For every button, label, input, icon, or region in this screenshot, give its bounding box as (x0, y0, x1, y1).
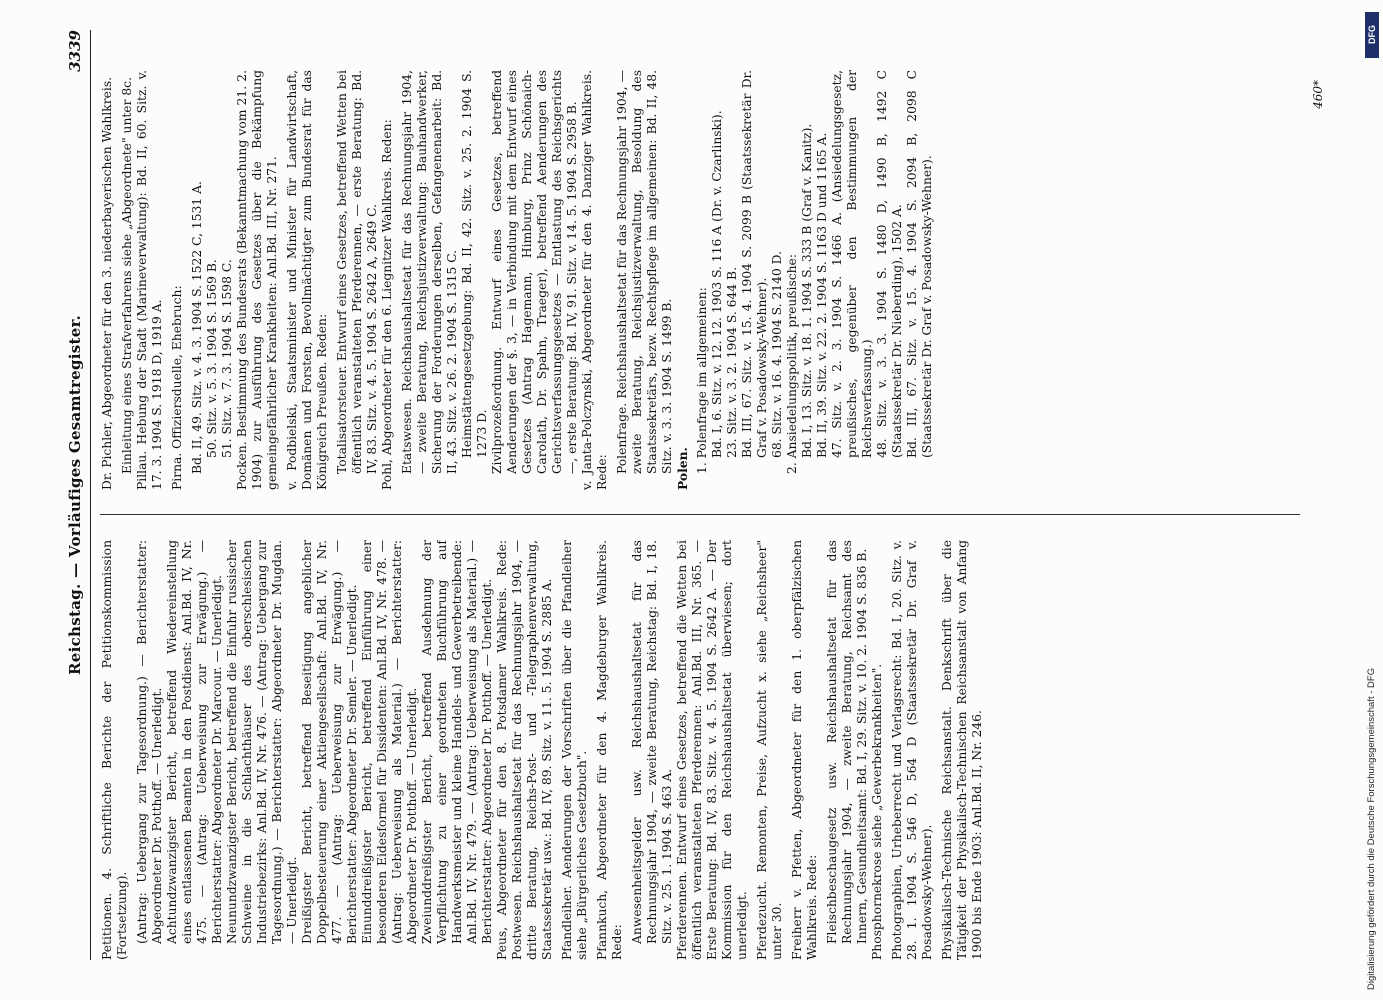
entry-physikalisch: Physikalisch-Technische Reichsanstalt. Denkschrift über die Tätigkeit der Physikalisch-Technischen Reichsanstalt von Anfang 1900 bis Ende 1903: Anl.Bd. II, Nr. 246. (940, 540, 984, 960)
entry-line: 51. Sitz. v. 7. 3. 1904 S. 1598 C. (220, 259, 234, 458)
dfg-logo: DFG (1365, 12, 1379, 58)
page-number: 3339 (66, 30, 84, 72)
entry-line: Dreißigster Bericht, betreffend Beseitigung angeblicher Doppelbesteuerung einer Aktiengesellschaft: Anl.Bd. IV, Nr. 477. — (Antrag: Ueberweisung zur Erwägung.) — Berichterstatter: Abgeordneter Dr. Semler. — Unerledigt. (300, 540, 359, 944)
entry-pichler: Dr. Pichler, Abgeordneter für den 3. niederbayerischen Wahlkreis. (100, 76, 114, 490)
digitization-credit-sidebar (1362, 0, 1382, 1000)
entry-line: 23. Sitz. v. 3. 2. 1904 S. 644 B. (725, 267, 739, 458)
entry-line: 47. Sitz. v. 2. 3. 1904 S. 1466 A. (Ansiedelungsgesetz, preußisches, gegenüber den Bestimmungen der Reichsverfassung.) (830, 70, 874, 458)
entry-pfannkuch: Pfannkuch, Abgeordneter für den 4. Magdeburger Wahlkreis. Rede: (595, 540, 624, 960)
digitization-credit: Digitalisierung gefördert durch die Deutsche Forschungsgemeinschaft - DFG (1366, 667, 1377, 990)
entry-line: Achtundzwanzigster Bericht, betreffend Wiedereinstellung eines entlassenen Beamten in den Postdienst: Anl.Bd. IV, Nr. 475. — (Antrag: Ueberweisung zur Erwägung.) — Berichterstatter: Abgeordneter Dr. Marcour. — Unerledigt. (165, 540, 224, 944)
sheet-signature: 460* (1311, 80, 1325, 109)
entry-line: Anwesenheitsgelder usw. Reichshaushaltsetat für das Rechnungsjahr 1904, — zweite Beratung, Reichstag: Bd. I, 18. Sitz. v. 25. 1. 1904 S. 463 A. (630, 540, 674, 944)
entry-petitionen: Petitionen. 4. Schriftliche Berichte der Petitionskommission (Fortsetzung). (100, 540, 129, 960)
entry-line: Neunundzwanzigster Bericht, betreffend die Einfuhr russischer Schweine in die Schlachthäuser des oberschlesischen Industriebezirks: Anl.Bd. IV, Nr. 476. — (Antrag: Uebergang zur Tagesordnung.) — Berichterstatter: Abgeordneter Dr. Mugdan. — Unerledigt. (225, 540, 299, 944)
entry-line: Bd. I, 13. Sitz. v. 18. 1. 1904 S. 333 B (Graf v. Kanitz). (800, 123, 814, 458)
entry-pohl: Pohl, Abgeordneter für den 6. Liegnitzer Wahlkreis. Reden: (380, 119, 394, 490)
entry-line: Zweiunddreißigster Bericht, betreffend Ausdehnung der Verpflichtung zu einer geordneten Buchführung auf Handwerksmeister und kleine Handels- und Gewerbetreibende: Anl.Bd. IV, Nr. 479. — (Antrag: Ueberweisung als Material.) — Berichterstatter: Abgeordneter Dr. Potthoff. — Unerledigt. (420, 540, 494, 944)
entry-line: Bd. III, 67. Sitz. v. 15. 4. 1904 S. 2099 B (Staatssekretär Dr. Graf v. Posadowsky-Wehner). (740, 70, 769, 458)
entry-pirna: Pirna. Offiziersduelle, Ehebruch: (170, 285, 184, 490)
entry-pocken: Pocken. Bestimmung des Bundesrats (Bekanntmachung vom 21. 2. 1904) zur Ausführung des Gesetzes über die Bekämpfung gemeingefährlicher Krankheiten: Anl.Bd. III, Nr. 271. (235, 70, 279, 490)
entry-line: 48. Sitz. v. 3. 3. 1904 S. 1480 D, 1490 B, 1492 C (Staatssekretär Dr. Nieberding), 1502 A. (875, 70, 904, 458)
entry-podbielski: v. Podbielski, Staatsminister und Minister für Landwirtschaft, Domänen und Forsten, Bevollmächtigter zum Bundesrat für das Königreich Preußen. Reden: (285, 70, 329, 490)
entry-pillau: Pillau. Hebung der Stadt (Marineverwaltung): Bd. II, 60. Sitz. v. 17. 3. 1904 S. 1918 D, 1919 A. (135, 70, 164, 490)
page-header (64, 30, 91, 960)
entry-line: Totalisatorsteuer. Entwurf eines Gesetzes, betreffend Wetten bei öffentlich veranstalteten Pferderennen, — erste Beratung: Bd. IV, 83. Sitz. v. 4. 5. 1904 S. 2642 A, 2649 C. (335, 70, 379, 474)
entry-peus: Peus, Abgeordneter für den 8. Potsdamer Wahlkreis. Rede: Postwesen. Reichshaushaltsetat für das Rechnungsjahr 1904, — dritte Beratung, Reichs-Post- und -Telegraphenverwaltung, Staatssekretär usw.: Bd. IV, 89. Sitz. v. 11. 5. 1904 S. 2885 A. (495, 540, 554, 960)
entry-line: Bd. II, 49. Sitz. v. 4. 3. 1904 S. 1522 C, 1531 A. (190, 181, 204, 474)
entry-line: Etatswesen. Reichshaushaltsetat für das Rechnungsjahr 1904, — zweite Beratung, Reichsjustizverwaltung: Bauhandwerker, Sicherung der Forderungen derselben, Gefangenenarbeit: Bd. II, 43. Sitz. v. 26. 2. 1904 S. 1315 C. (400, 70, 459, 474)
entry-photographien: Photographien, Urheberrecht und Verlagsrecht: Bd. I, 20. Sitz. v. 28. 1. 1904 S. 546 D, 564 D (Staatssekretär Dr. Graf v. Posadowsky-Wehner). (890, 540, 934, 960)
entry-line: (Antrag: Uebergang zur Tagesordnung.) — Berichterstatter: Abgeordneter Dr. Potthoff. — Unerledigt. (135, 540, 164, 944)
entry-polen: Polen. (675, 447, 690, 490)
entry-line: Einleitung eines Strafverfahrens siehe „Abgeordnete" unter 8c. (120, 77, 134, 474)
entry-line: Zivilprozeßordnung. Entwurf eines Gesetzes, betreffend Aenderungen der §. 3, — in Verbindung mit dem Entwurf eines Gesetzes (Antrag Hagemann, Himburg, Prinz Schönaich-Carolath, Dr. Spahn, Traeger), betreffend Aenderungen des Gerichtsverfassungsgesetzes — Entlastung des Reichsgerichts —, erste Beratung: Bd. IV, 91. Sitz. v. 14. 5. 1904 S. 2958 B. (490, 70, 579, 474)
entry-line: 2. Ansiedelungspolitik, preußische: (785, 254, 799, 474)
entry-line: Heimstättengesetzgebung: Bd. II, 42. Sitz. v. 25. 2. 1904 S. 1273 D. (460, 70, 489, 458)
right-column (100, 70, 1340, 490)
column-divider (100, 514, 1300, 515)
entry-pferdezucht: Pferdezucht. Remonten, Preise, Aufzucht x. siehe „Reichsheer" unter 30. (755, 540, 784, 960)
entry-phosphornekrose: Phosphornekrose siehe „Gewerbekrankheiten". (870, 663, 884, 960)
entry-line: Polenfrage. Reichshaushaltsetat für das Rechnungsjahr 1904, — zweite Beratung, Reichsjustizverwaltung, Besoldung des Staatssekretärs, bezw. Rechtspflege im allgemeinen: Bd. II, 48. Sitz. v. 3. 3. 1904 S. 1499 B. (615, 70, 674, 474)
header-title: Reichstag. — Vorläufiges Gesamtregister. (66, 315, 84, 675)
entry-line: Einunddreißigster Bericht, betreffend Einführung einer besonderen Eidesformel für Dissidenten: Anl.Bd. IV, Nr. 478. — (Antrag: Ueberweisung als Material.) — Berichterstatter: Abgeordneter Dr. Potthoff. — Unerledigt. (360, 540, 419, 944)
entry-line: 50. Sitz. v. 5. 3. 1904 S. 1569 B. (205, 259, 219, 458)
left-column (100, 540, 1340, 960)
entry-pferderennen: Pferderennen. Entwurf eines Gesetzes, betreffend die Wetten bei öffentlich veranstalteten Pferderennen: Anl.Bd. III, Nr. 365. — Erste Beratung: Bd. IV, 83. Sitz. v. 4. 5. 1904 S. 2642 A. — Der Kommission für den Reichshaushaltsetat überwiesen; dort unerledigt. (675, 540, 749, 960)
entry-line: Bd. III, 67. Sitz. v. 15. 4. 1904 S. 2094 B, 2098 C (Staatssekretär Dr. Graf v. Posadowsky-Wehner). (905, 70, 934, 458)
entry-line: Bd. II, 39. Sitz. v. 22. 2. 1904 S. 1163 D und 1165 A. (815, 132, 829, 458)
entry-pfandleiher: Pfandleiher. Aenderungen der Vorschriften über die Pfandleiher siehe „Bürgerliches Gesetzbuch". (560, 540, 589, 960)
entry-janta-polczynski: v. Janta-Polczynski, Abgeordneter für den 4. Danziger Wahlkreis. Rede: (580, 70, 609, 490)
entry-line: 1. Polenfrage im allgemeinen: (695, 287, 709, 474)
entry-line: Fleischbeschaugesetz usw. Reichshaushaltsetat für das Rechnungsjahr 1904, — zweite Beratung, Reichsamt des Innern, Gesundheitsamt: Bd. I, 29. Sitz. v. 10. 2. 1904 S. 836 B. (825, 540, 869, 944)
entry-line: Bd. I, 6. Sitz. v. 12. 12. 1903 S. 116 A (Dr. v. Czarlinski). (710, 110, 724, 458)
entry-line: 68. Sitz. v. 16. 4. 1904 S. 2140 D. (770, 250, 784, 458)
entry-pfetten: Freiherr v. Pfetten, Abgeordneter für den 1. oberpfälzischen Wahlkreis. Rede: (790, 540, 819, 960)
